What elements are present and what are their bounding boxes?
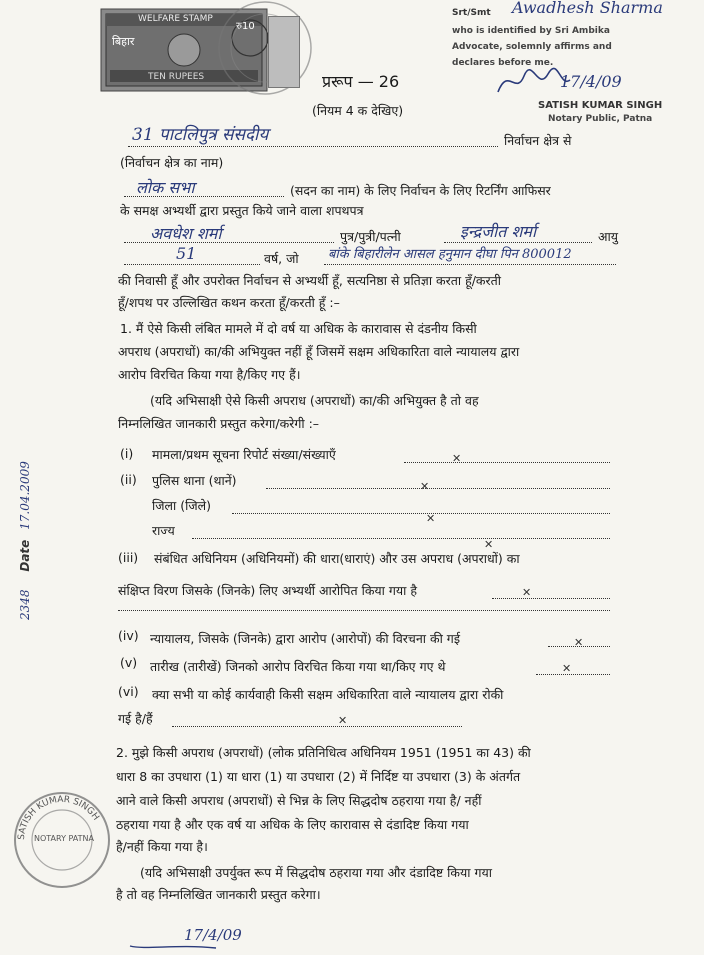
item-iii-label: (iii) (118, 550, 139, 565)
notary-title: Notary Public, Patna (548, 114, 653, 124)
item-iii-text2: संक्षिप्त विरण जिसके (जिनके) लिए अभ्यर्थी आरोपित किया गया है (118, 583, 418, 598)
margin-date: 17.04.2009 (18, 461, 32, 530)
item-iv-text: न्यायालय, जिसके (जिनके) द्वारा आरोप (आरोपों) की विरचना की गई (150, 631, 460, 646)
intro-line2: के समक्ष अभ्यर्थी द्वारा प्रस्तुत किये जाने वाला शपथपत्र (120, 203, 364, 218)
notary-name: SATISH KUMAR SINGH (538, 100, 663, 111)
affidavit-page: WELFARE STAMP बिहार रु10 TEN RUPEES Srt/Smt Awadhesh Sharma who is identified by Sri Ambika Advocate, solemnly affirms and declares before me. 17/4/09 SATISH KUMAR SINGH Notary Public, Patna प्ररूप — 26 (नियम 4 क देखिए) 31 पाटलिपुत्र संसदीय निर्वाचन क्षेत्र से (निर्वाचन क्षेत्र का नाम) लोक सभा (सदन का नाम) के लिए निर्वाचन के लिए रिटर्निंग आफिसर के समक्ष अभ्यर्थी द्वारा प्रस्तुत किये जाने वाला शपथपत्र अवधेश शर्मा पुत्र/पुत्री/पत्नी इन्द्रजीत शर्मा आयु 51 वर्ष, जो बांके बिहारीलेन आसल हनुमान दीघा पिन 800012 की निवासी हूँ और उपरोक्त निर्वाचन से अभ्यर्थी हूँ, सत्यनिष्ठा से प्रतिज्ञा करता हूँ/करती हूँ/शपथ पर उल्लिखित कथन करता हूँ/करती हूँ :– 1. मैं ऐसे किसी लंबित मामले में दो वर्ष या अधिक के कारावास से दंडनीय किसी अपराध (अपराधों) का/की अभियुक्त नहीं हूँ जिसमें सक्षम अधिकारिता वाले न्यायालय द्वारा आरोप विरचित किया गया है/किए गए हैं। (यदि अभिसाक्षी ऐसे किसी अपराध (अपराधों) का/की अभियुक्त है तो वह निम्नलिखित जानकारी प्रस्तुत करेगा/करेगी :– (i) मामला/प्रथम सूचना रिपोर्ट संख्या/संख्याएँ ✕ (ii) पुलिस थाना (थानें) ✕ जिला (जिले) ✕ राज्य ✕ (iii) संबंधित अधिनियम (अधिनियमों) की धारा(धाराएं) और उस अपराध (अपराधों) का संक्षिप्त विरण जिसके (जिनके) लिए अभ्यर्थी आरोपित किया गया है ✕ (iv) न्यायालय, जिसके (जिनके) द्वारा आरोप (आरोपों) की विरचना की गई ✕ (v) तारीख (तारीखें) जिनको आरोप विरचित किया गया था/किए गए थे ✕ (vi) क्या सभी या कोई कार्यवाही किसी सक्षम अधिकारिता वाले न्यायालय द्वारा रोकी गई है/हैं ✕ 2. मुझे किसी अपराध (अपराधों) (लोक प्रतिनिधित्व अधिनियम 1951 (1951 का 43) की धारा 8 का उपधारा (1) या धारा (1) या उपधारा (2) में निर्दिष्ट या उपधारा (3) के अंतर्गत आने वाले किसी अपराध (अपराधों) से भिन्न के लिए सिद्धदोष ठहराया गया है/ नहीं ठहराया गया है और एक वर्ष या अधिक के लिए कारावास से दंडादिष्ट किया गया है/नहीं किया गया है। (यदि अभिसाक्षी उपर्युक्त रूप में सिद्धदोष ठहराया गया और दंडादिष्ट किया गया है तो वह निम्नलिखित जानकारी प्रस्तुत करेगा। 17/4/09 2348 Date 17.04.2009 SATISH KUMAR SINGH NOTARY PATNA (0, 0, 704, 955)
p2-line5: है/नहीं किया गया है। (116, 839, 208, 854)
p2-line3: आने वाले किसी अपराध (अपराधों) से भिन्न के लिए सिद्धदोष ठहराया गया है/ नहीं (116, 793, 482, 808)
age-label: आयु (598, 229, 619, 244)
round-ink-stamp (210, 0, 320, 110)
item-ii-state: राज्य (152, 523, 175, 538)
item-ii-text: पुलिस थाना (थानें) (152, 473, 237, 488)
father-name: इन्द्रजीत शर्मा (460, 222, 537, 241)
notary-line2: who is identified by Sri Ambika (452, 26, 610, 36)
para-resident2: हूँ/शपथ पर उल्लिखित कथन करता हूँ/करती हूँ :– (118, 295, 340, 310)
item-i-label: (i) (120, 446, 134, 461)
form-subtitle: (नियम 4 क देखिए) (312, 103, 404, 118)
item-vi-label: (vi) (118, 684, 139, 699)
p2-line4: ठहराया गया है और एक वर्ष या अधिक के लिए कारावास से दंडादिष्ट किया गया (116, 817, 469, 832)
constituency-label: (निर्वाचन क्षेत्र का नाम) (120, 155, 224, 170)
bottom-date: 17/4/09 (184, 926, 242, 944)
item-v-text: तारीख (तारीखें) जिनको आरोप विरचित किया गया था/किए गए थे (150, 659, 446, 674)
constituency-handwritten: 31 पाटलिपुत्र संसदीय (132, 125, 269, 145)
margin-serial: 2348 (18, 589, 32, 620)
p1-cond1: (यदि अभिसाक्षी ऐसे किसी अपराध (अपराधों) का/की अभियुक्त है तो वह (150, 393, 479, 408)
p2-line2: धारा 8 का उपधारा (1) या धारा (1) या उपधारा (2) में निर्दिष्ट या उपधारा (3) के अंतर्गत (116, 769, 521, 784)
margin-date-label: Date (18, 539, 32, 572)
notary-line3: Advocate, solemnly affirms and (452, 42, 612, 52)
p1-cond2: निम्नलिखित जानकारी प्रस्तुत करेगा/करेगी :– (118, 416, 320, 431)
stamp-footer: TEN RUPEES (148, 72, 205, 82)
p2-cond1: (यदि अभिसाक्षी उपर्युक्त रूप में सिद्धदोष ठहराया गया और दंडादिष्ट किया गया (140, 865, 493, 880)
p1-line3: आरोप विरचित किया गया है/किए गए हैं। (118, 367, 301, 382)
address: बांके बिहारीलेन आसल हनुमान दीघा पिन 800012 (328, 247, 572, 262)
notary-date: 17/4/09 (560, 72, 622, 91)
stamp-state: बिहार (112, 35, 135, 48)
notary-line1: Srt/Smt (452, 8, 491, 18)
stamp-value: रु10 (236, 21, 255, 32)
p1-line1: 1. मैं ऐसे किसी लंबित मामले में दो वर्ष या अधिक के कारावास से दंडनीय किसी (120, 321, 477, 336)
notary-line4: declares before me. (452, 58, 554, 68)
item-i-text: मामला/प्रथम सूचना रिपोर्ट संख्या/संख्याएँ (152, 447, 336, 462)
years-label: वर्ष, जो (264, 251, 299, 266)
deponent-name: अवधेश शर्मा (150, 224, 222, 243)
seal-center: NOTARY PATNA (34, 834, 95, 843)
item-v-label: (v) (120, 655, 138, 670)
relation-label: पुत्र/पुत्री/पत्नी (340, 229, 401, 244)
item-ii-district: जिला (जिले) (152, 498, 211, 513)
house-text: (सदन का नाम) के लिए निर्वाचन के लिए रिटर्निंग आफिसर (290, 183, 551, 198)
margin-entry (18, 461, 32, 620)
p1-line2: अपराध (अपराधों) का/की अभियुक्त नहीं हूँ जिसमें सक्षम अधिकारिता वाले न्यायालय द्वारा (118, 344, 520, 359)
seal-ring-text: SATISH KUMAR SINGH (16, 794, 101, 841)
item-ii-label: (ii) (120, 472, 137, 487)
age-value: 51 (176, 244, 197, 263)
p2-cond2: है तो वह निम्नलिखित जानकारी प्रस्तुत करेगा। (116, 887, 321, 902)
constituency-suffix: निर्वाचन क्षेत्र से (504, 133, 572, 148)
stamp-header: WELFARE STAMP (138, 14, 213, 24)
side-stamp (268, 16, 300, 88)
para-resident: की निवासी हूँ और उपरोक्त निर्वाचन से अभ्यर्थी हूँ, सत्यनिष्ठा से प्रतिज्ञा करता हूँ/करती (118, 273, 502, 288)
p2-line1: 2. मुझे किसी अपराध (अपराधों) (लोक प्रतिनिधित्व अधिनियम 1951 (1951 का 43) की (116, 745, 531, 760)
form-title: प्ररूप — 26 (322, 72, 400, 91)
notary-signed-name: Awadhesh Sharma (512, 0, 663, 17)
notary-seal (12, 790, 112, 890)
item-iii-text1: संबंधित अधिनियम (अधिनियमों) की धारा(धाराएं) और उस अपराध (अपराधों) का (154, 551, 520, 566)
house-handwritten: लोक सभा (136, 178, 195, 197)
item-vi-text2: गई है/हैं (118, 711, 153, 726)
item-vi-text1: क्या सभी या कोई कार्यवाही किसी सक्षम अधिकारिता वाले न्यायालय द्वारा रोकी (152, 687, 504, 702)
item-iv-label: (iv) (118, 628, 139, 643)
